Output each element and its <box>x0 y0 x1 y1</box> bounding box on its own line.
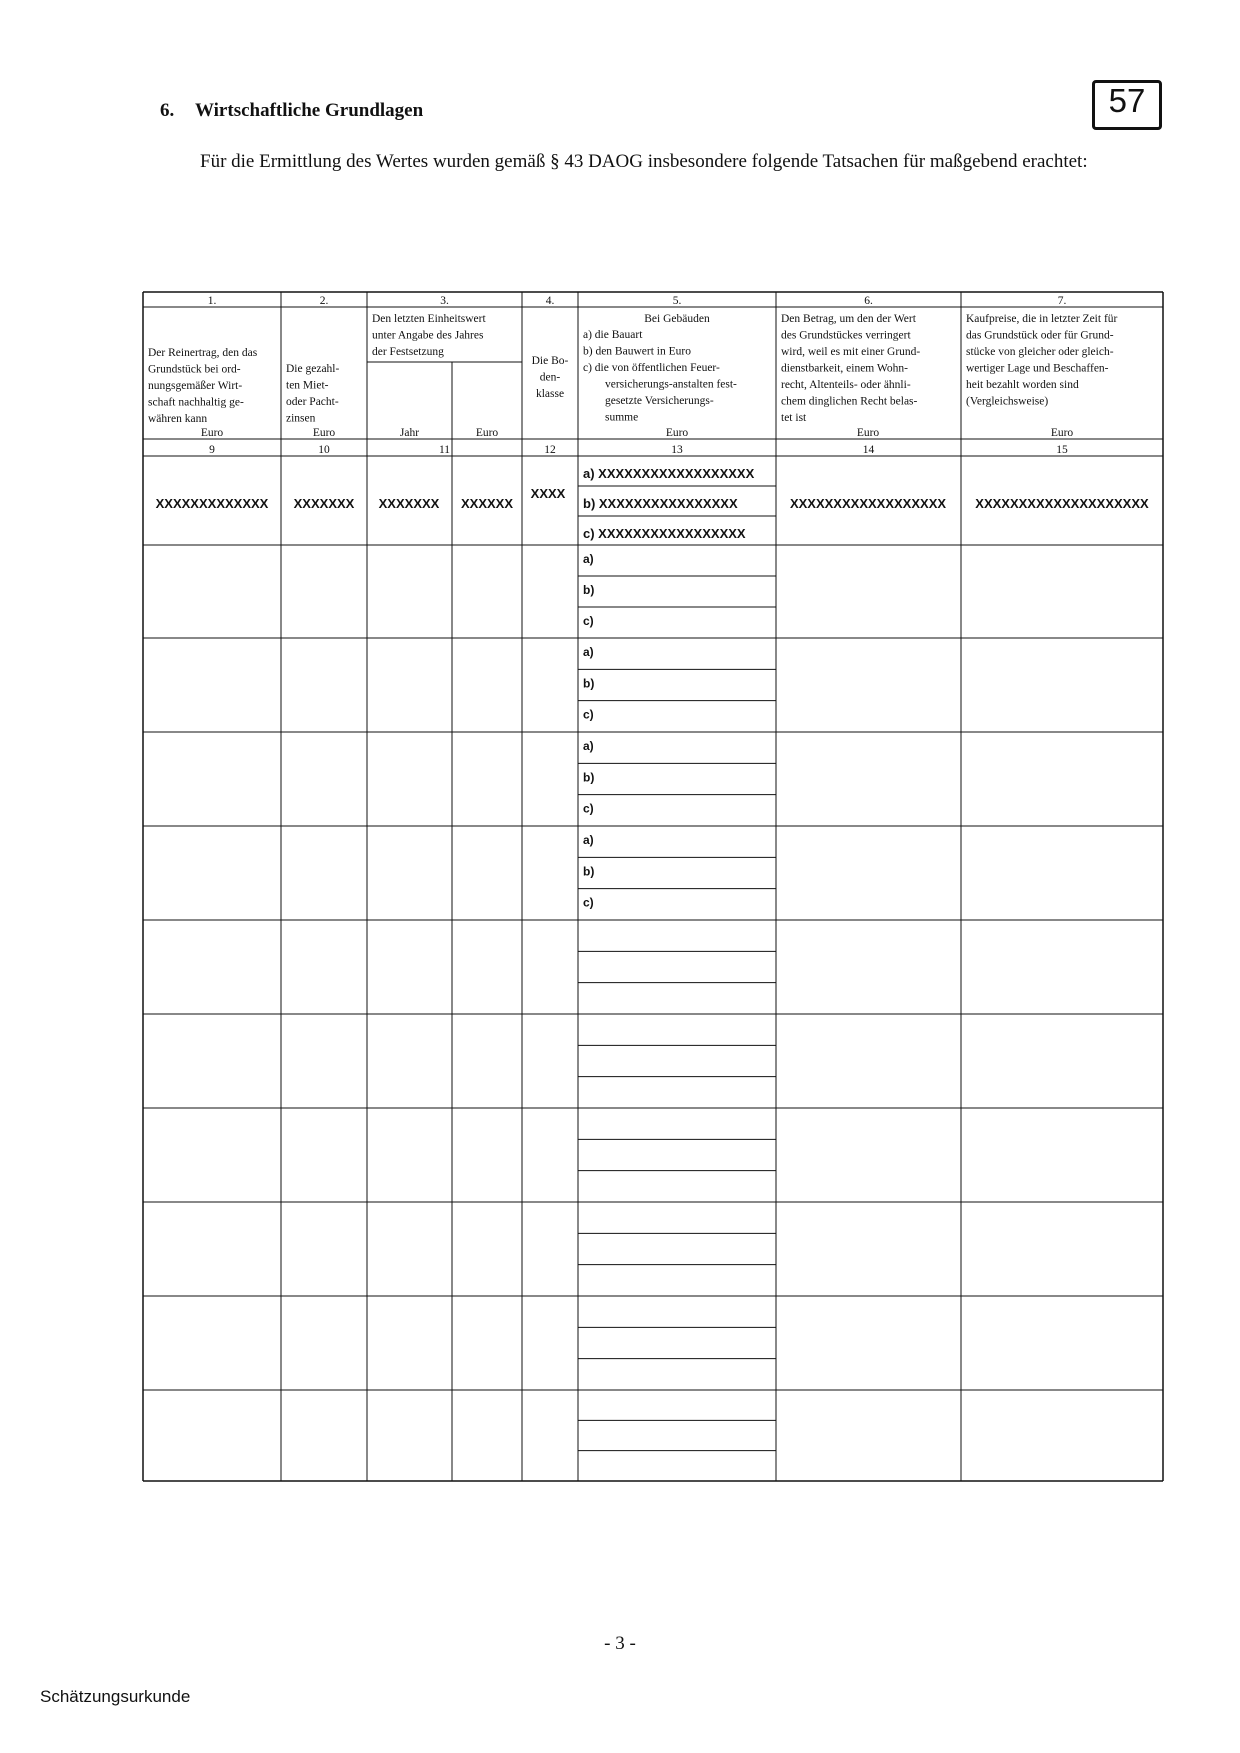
col5-abc-label: a) <box>583 833 594 847</box>
col6-header-text: tet ist <box>781 412 807 424</box>
column-index: 12 <box>544 444 556 456</box>
row1-col2-value: XXXXXXX <box>293 496 355 511</box>
section-number: 6. <box>160 100 175 121</box>
col5-abc-label: b) <box>583 770 595 785</box>
col5-abc-label: b) <box>583 583 595 597</box>
col1-header-text: Der Reinertrag, den das <box>148 347 258 359</box>
col6-header-text: Den Betrag, um den der Wert <box>781 313 916 325</box>
unit-label-euro-col2: Euro <box>312 427 336 439</box>
intro-paragraph: Für die Ermittlung des Wertes wurden gemäß § 43 DAOG insbesondere folgende Tatsachen für maßgebend erachtet: <box>200 151 1088 172</box>
col5-abc-label: b) <box>583 864 595 879</box>
col5-header-item: summe <box>605 411 639 424</box>
column-index: 11 <box>438 444 451 456</box>
col5-header-item: b) den Bauwert in Euro <box>583 345 691 358</box>
row1-col6-value: XXXXXXXXXXXXXXXXXX <box>789 496 947 511</box>
col6-header-text: chem dinglichen Recht belas- <box>781 395 918 408</box>
col2-header-text: oder Pacht- <box>286 396 339 408</box>
column-number: 1. <box>207 295 217 307</box>
col3-sub-euro: Euro <box>475 427 499 439</box>
row1-col7-value: XXXXXXXXXXXXXXXXXXXX <box>975 496 1149 511</box>
column-index: 15 <box>1056 444 1068 456</box>
col6-header-text: des Grundstückes verringert <box>781 329 911 342</box>
unit-label-euro-col7: Euro <box>1050 427 1074 439</box>
col5-header-item: a) die Bauart <box>583 329 643 341</box>
column-index: 9 <box>209 444 215 456</box>
col5-abc-label: c) <box>583 707 594 722</box>
col3-header-text: unter Angabe des Jahres <box>372 329 484 342</box>
col1-header-text: währen kann <box>148 413 208 425</box>
col5-abc-label: a) <box>583 552 594 566</box>
col2-header-text: ten Miet- <box>286 379 329 392</box>
col3-header-text: Den letzten Einheitswert <box>372 313 486 325</box>
section-title: Wirtschaftliche Grundlagen <box>195 100 424 121</box>
column-number: 2. <box>319 295 329 307</box>
row1-col3-euro-value: XXXXXX <box>460 496 514 511</box>
unit-label-euro-col6: Euro <box>856 427 880 439</box>
col1-header-text: nungsgemäßer Wirt- <box>148 380 243 392</box>
col5-header-item: versicherungs-anstalten fest- <box>605 378 737 391</box>
col1-header-text: Grundstück bei ord- <box>148 363 241 376</box>
col7-header-text: (Vergleichsweise) <box>966 395 1049 408</box>
col7-header-text: wertiger Lage und Beschaffen- <box>966 362 1109 375</box>
row1-col4-value: XXXX <box>530 486 566 501</box>
col5-header-item: c) die von öffentlichen Feuer- <box>583 362 720 374</box>
unit-label-euro-col5: Euro <box>665 427 689 439</box>
col5-abc-label: a) <box>583 645 594 659</box>
page-number-text: 57 <box>1108 82 1146 119</box>
col3-header-text: der Festsetzung <box>372 346 444 358</box>
col5-abc-label: c) <box>583 614 594 628</box>
footer-page-number: - 3 - <box>604 1633 636 1654</box>
col3-sub-jahr: Jahr <box>399 427 420 439</box>
col5-header-item: gesetzte Versicherungs- <box>605 395 714 407</box>
col6-header-text: recht, Altenteils- oder ähnli- <box>781 379 911 391</box>
col4-header-text: Die Bo- <box>531 355 569 367</box>
column-index: 14 <box>862 444 875 456</box>
col7-header-text: Kaufpreise, die in letzter Zeit für <box>966 313 1118 325</box>
column-number: 7. <box>1057 295 1067 307</box>
row1-col1-value: XXXXXXXXXXXXX <box>155 496 269 511</box>
column-index: 13 <box>671 444 683 456</box>
column-number: 6. <box>864 295 873 307</box>
column-number: 4. <box>545 295 555 307</box>
col5-abc-label: c) <box>583 801 594 816</box>
col7-header-text: das Grundstück oder für Grund- <box>966 329 1114 342</box>
col4-header-text: den- <box>539 371 561 384</box>
column-index: 10 <box>318 444 330 456</box>
col5-abc-label: c) <box>583 895 594 910</box>
col5-header-title: Bei Gebäuden <box>644 313 710 325</box>
col4-header-text: klasse <box>535 388 565 400</box>
row1-col5-value: b) XXXXXXXXXXXXXXXX <box>583 496 738 511</box>
unit-label-euro-col1: Euro <box>200 427 224 439</box>
row1-col5-value: c) XXXXXXXXXXXXXXXXX <box>583 526 746 541</box>
column-number: 5. <box>672 295 682 307</box>
col5-abc-label: a) <box>583 739 594 753</box>
col1-header-text: schaft nachhaltig ge- <box>148 396 244 409</box>
col6-header-text: wird, weil es mit einer Grund- <box>781 346 921 358</box>
row1-col5-value: a) XXXXXXXXXXXXXXXXXX <box>583 466 755 481</box>
column-number: 3. <box>440 295 449 307</box>
footer-document-name: Schätzungsurkunde <box>40 1687 191 1706</box>
col7-header-text: stücke von gleicher oder gleich- <box>966 346 1114 358</box>
col2-header-text: zinsen <box>286 412 316 425</box>
col6-header-text: dienstbarkeit, einem Wohn- <box>781 362 908 375</box>
col2-header-text: Die gezahl- <box>286 363 340 375</box>
col7-header-text: heit bezahlt worden sind <box>966 379 1079 391</box>
row1-col3-jahr-value: XXXXXXX <box>378 496 440 511</box>
col5-abc-label: b) <box>583 676 595 691</box>
